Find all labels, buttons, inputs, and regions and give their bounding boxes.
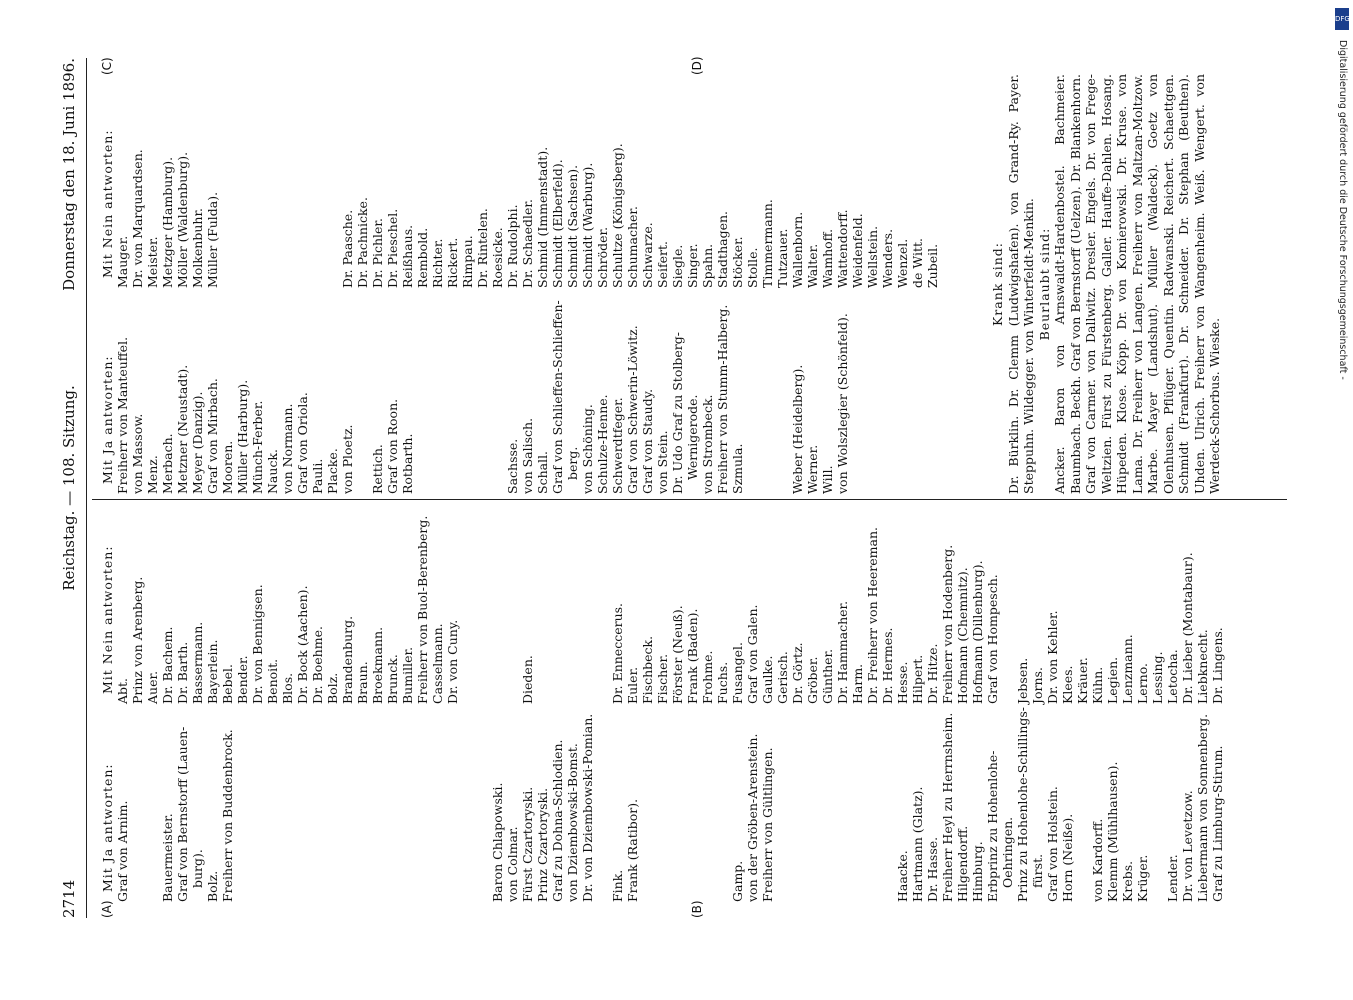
member-name: von der Gröben-Arenstein. <box>745 733 760 902</box>
member-name: Schröder. <box>595 226 610 288</box>
member-name: von Wolszlegier (Schönfeld). <box>835 313 850 494</box>
spacer <box>295 702 310 902</box>
member-name: Graf von Arnim. <box>115 800 130 902</box>
member-name: Zubeil. <box>925 243 940 288</box>
member-name: Gerisch. <box>775 651 790 704</box>
sick-heading: Krank sind: <box>990 241 1005 327</box>
member-name: Lender. <box>1165 854 1180 902</box>
member-name: von Strombeck. <box>700 394 715 494</box>
member-name: Dr. Hasse. <box>925 836 940 902</box>
member-name: Dr. von Dziembowski-Pomian. <box>580 713 595 902</box>
member-name: Günther. <box>820 648 835 704</box>
member-name: Graf von Schlieffen-Schlieffen- <box>550 300 565 494</box>
spacer <box>550 504 565 704</box>
spacer <box>595 504 610 704</box>
member-name: Horn (Neiße). <box>1060 813 1075 902</box>
spacer <box>790 702 805 902</box>
member-name: Dr. von Cuny. <box>445 619 460 704</box>
member-name: Haacke. <box>895 850 910 902</box>
member-name: Dr. Boehme. <box>310 626 325 704</box>
column-divider <box>92 499 1287 500</box>
member-name: Fusangel. <box>730 641 745 704</box>
member-name: Hilgendorff. <box>955 825 970 902</box>
member-name: Rettich. <box>370 444 385 494</box>
member-name: Rickert. <box>445 237 460 288</box>
member-name: Graf zu Limburg-Stirum. <box>1210 745 1225 902</box>
member-name: Müller (Fulda). <box>205 191 220 288</box>
member-name: Lerno. <box>1135 662 1150 704</box>
member-name: Sachsse. <box>505 438 520 494</box>
member-name: Abt. <box>115 677 130 704</box>
member-name: Jebsen. <box>1015 657 1030 704</box>
member-name: Schumacher. <box>625 206 640 288</box>
spacer <box>130 702 145 902</box>
spacer <box>265 76 280 288</box>
spacer <box>460 702 475 902</box>
member-name: von Salisch. <box>520 417 535 494</box>
member-name: Stolle. <box>745 247 760 288</box>
member-name: Frank (Ratibor). <box>625 798 640 902</box>
member-name: Schmid (Immenstadt). <box>535 146 550 288</box>
margin-marker-d: (D) <box>690 56 704 75</box>
member-name: Seifert. <box>655 241 670 288</box>
digitization-note-text: Digitalisierung gefördert durch die Deutsche Forschungsgemeinschaft - <box>1337 40 1348 380</box>
member-name: Meister. <box>145 236 160 288</box>
spacer <box>535 504 550 704</box>
member-name: Graf von Schwerin-Löwitz. <box>625 325 640 494</box>
member-name: Dr. Barth. <box>175 641 190 704</box>
spacer <box>460 294 475 494</box>
spacer <box>430 702 445 902</box>
member-name: Merbach. <box>160 433 175 494</box>
spacer <box>685 702 700 902</box>
spacer <box>775 294 790 494</box>
right-no-column <box>100 76 940 288</box>
spacer <box>700 702 715 902</box>
member-name: Graf von Bernstorff (Lauen- <box>175 726 190 902</box>
member-name: Jorns. <box>1030 667 1045 704</box>
spacer <box>250 76 265 288</box>
member-name: von Colmar. <box>505 826 520 902</box>
member-name: Bauermeister. <box>160 813 175 902</box>
member-name: Bebel. <box>220 664 235 704</box>
member-name: Klees. <box>1060 665 1075 704</box>
margin-marker-b: (B) <box>690 900 704 918</box>
member-name: Graf von Staudy. <box>640 388 655 494</box>
session-date: Donnerstag den 18. Juni 1896. <box>60 58 78 291</box>
member-name: Dr. von Levetzow. <box>1180 790 1195 902</box>
spacer <box>295 76 310 288</box>
spacer <box>415 294 430 494</box>
spacer <box>820 702 835 902</box>
member-name: Dr. Hermes. <box>880 627 895 704</box>
left-yes-column <box>100 702 1225 902</box>
member-name: Schwarze. <box>640 222 655 288</box>
member-name: Münch-Ferber. <box>250 400 265 494</box>
member-name: Baron Chlapowski. <box>490 782 505 902</box>
member-name: Richter. <box>430 238 445 288</box>
member-name: Bassermann. <box>190 621 205 704</box>
member-name: Dr. Görtz. <box>790 642 805 704</box>
member-name: Rotbarth. <box>400 433 415 494</box>
member-name: Singer. <box>685 243 700 288</box>
spacer <box>715 702 730 902</box>
member-name: Graf von Holstein. <box>1045 786 1060 902</box>
member-name: von Ploetz. <box>340 424 355 494</box>
member-name: Bumiller. <box>400 646 415 704</box>
member-name: Fürst Czartoryski. <box>520 786 535 902</box>
member-name: Meyer (Danzig). <box>190 391 205 494</box>
member-name: Schmidt (Warburg). <box>580 162 595 288</box>
spacer <box>445 294 460 494</box>
margin-marker-a: (A) <box>100 900 114 918</box>
spacer <box>745 294 760 494</box>
member-name: Bolz. <box>325 672 340 704</box>
member-name: Lessing. <box>1150 651 1165 704</box>
margin-marker-c: (C) <box>100 57 114 75</box>
spacer <box>445 702 460 902</box>
member-name-continued: Wernigerode. <box>685 394 700 480</box>
spacer <box>670 702 685 902</box>
spacer <box>1000 504 1015 704</box>
member-name: von Dziembowski-Bomst. <box>565 743 580 902</box>
member-name: Euler. <box>625 666 640 704</box>
member-name: Graf von Roon. <box>385 398 400 494</box>
spacer <box>640 702 655 902</box>
member-name: Gamp. <box>730 860 745 902</box>
member-name: Bender. <box>235 655 250 704</box>
dfg-logo <box>1335 8 1349 30</box>
member-name: Graf von Hompesch. <box>985 574 1000 704</box>
member-name: Dr. Pachnicke. <box>355 197 370 288</box>
member-name: Wamhoff. <box>820 228 835 288</box>
member-name: Lenzmann. <box>1120 634 1135 704</box>
member-name: Wellstein. <box>865 225 880 288</box>
member-name: Brandenburg. <box>340 615 355 704</box>
member-name: Metzger (Hamburg). <box>160 156 175 288</box>
member-name: von Stein. <box>655 430 670 494</box>
member-name: Graf von Galen. <box>745 604 760 704</box>
member-name: Dr. von Bennigsen. <box>250 584 265 704</box>
spacer <box>280 702 295 902</box>
spacer <box>475 504 490 704</box>
member-name: Stadthagen. <box>715 211 730 288</box>
spacer <box>1075 702 1090 902</box>
member-name: Förster (Neuß). <box>670 605 685 704</box>
member-name: Schmidt (Elberfeld). <box>550 159 565 288</box>
member-name: Hesse. <box>895 661 910 704</box>
member-name: Graf von Mirbach. <box>205 378 220 494</box>
spacer <box>850 702 865 902</box>
member-name: Graf zu Dohna-Schlodien. <box>550 739 565 902</box>
sick-list: Dr. Bürklin. Dr. Clemm (Ludwigshafen). von Grand-Ry. Payer. Steppuhn. Wildegger. von Winterfeldt-Menkin. <box>1005 74 1036 494</box>
spacer <box>430 294 445 494</box>
spacer <box>835 702 850 902</box>
member-name: Prinz von Arenberg. <box>130 576 145 704</box>
member-name: Will. <box>820 465 835 494</box>
spacer <box>355 702 370 902</box>
member-name: Müller (Harburg). <box>235 379 250 494</box>
spacer <box>370 702 385 902</box>
member-name: Krebs. <box>1120 860 1135 902</box>
member-name: Dr. Hitze. <box>925 643 940 704</box>
member-name: Dr. Schaedler. <box>520 198 535 288</box>
member-name: Dieden. <box>520 655 535 704</box>
member-name: Hilpert. <box>910 654 925 704</box>
member-name: Casselmann. <box>430 623 445 704</box>
vote-heading: Mit Ja antworten: <box>100 763 115 892</box>
digitization-note <box>1336 40 1348 960</box>
member-name: Dr. von Kehler. <box>1045 610 1060 704</box>
member-name: Schultze (Königsberg). <box>610 143 625 288</box>
dfg-logo-text: DFG <box>1335 15 1350 23</box>
spacer <box>415 702 430 902</box>
member-name: Schwerdtfeger. <box>610 397 625 494</box>
member-name: Weidenfeld. <box>850 213 865 288</box>
member-name: Kräuer. <box>1075 657 1090 704</box>
member-name: Walter. <box>805 243 820 288</box>
member-name: Broekmann. <box>370 626 385 704</box>
spacer <box>880 702 895 902</box>
member-name: Freiherr von Manteuffel. <box>115 336 130 494</box>
member-name: Wenzel. <box>895 238 910 288</box>
member-name: Dr. von Marquardsen. <box>130 149 145 288</box>
member-name: Blos. <box>280 672 295 704</box>
member-name: Mooren. <box>220 440 235 494</box>
member-name: Frank (Baden). <box>685 608 700 704</box>
member-name: Dr. Freiherr von Heereman. <box>865 527 880 704</box>
member-name: von Normann. <box>280 403 295 494</box>
spacer <box>805 702 820 902</box>
member-name: Dr. Hammacher. <box>835 600 850 704</box>
member-name: Dr. Enneccerus. <box>610 602 625 704</box>
member-name: Fischer. <box>655 653 670 704</box>
spacer <box>250 702 265 902</box>
spacer <box>1150 702 1165 902</box>
spacer <box>760 294 775 494</box>
page-header <box>60 58 84 918</box>
member-name: Tutzauer. <box>775 228 790 288</box>
member-name: Hartmann (Glatz). <box>910 786 925 902</box>
vote-heading: Mit Nein antworten: <box>100 545 115 694</box>
member-name: Bayerlein. <box>205 639 220 704</box>
spacer <box>310 702 325 902</box>
member-name: Prinz Czartoryski. <box>535 787 550 902</box>
member-name: Prinz zu Hohenlohe-Schillings- <box>1015 706 1030 902</box>
member-name: Möller (Waldenburg). <box>175 151 190 288</box>
spacer <box>655 702 670 902</box>
member-name: Freiherr von Gültlingen. <box>760 747 775 902</box>
member-name: Benoit. <box>265 658 280 704</box>
member-name: Rimpau. <box>460 235 475 288</box>
member-name: Schall. <box>535 450 550 494</box>
member-name: Fink. <box>610 869 625 902</box>
absent-section <box>990 74 1223 494</box>
member-name: Dr. Udo Graf zu Stolberg- <box>670 332 685 494</box>
spacer <box>775 702 790 902</box>
member-name: Klemm (Mühlhausen). <box>1105 761 1120 902</box>
spacer <box>340 702 355 902</box>
member-name: Weber (Heidelberg). <box>790 364 805 494</box>
spacer <box>325 702 340 902</box>
member-name: Dr. Pichler. <box>370 217 385 288</box>
member-name: Dr. Paasche. <box>340 209 355 288</box>
member-name: de Witt. <box>910 237 925 288</box>
member-name: Harm. <box>850 663 865 704</box>
member-name: Bolz. <box>205 870 220 902</box>
spacer <box>565 504 580 704</box>
right-yes-column <box>100 294 850 494</box>
spacer <box>220 76 235 288</box>
member-name: Brunck. <box>385 654 400 704</box>
member-name: Schmidt (Sachsen). <box>565 164 580 288</box>
spacer <box>145 702 160 902</box>
member-name: Menz. <box>145 455 160 494</box>
member-name: von Kardorff. <box>1090 818 1105 902</box>
member-name: Freiherr von Stumm-Halberg. <box>715 304 730 494</box>
member-name: Placke. <box>325 448 340 494</box>
spacer <box>355 294 370 494</box>
spacer <box>280 76 295 288</box>
spacer <box>595 702 610 902</box>
member-name: Dr. Pieschel. <box>385 208 400 288</box>
member-name: Freiherr Heyl zu Herrnsheim. <box>940 712 955 902</box>
member-name: Letocha. <box>1165 649 1180 704</box>
member-name: Roesicke. <box>490 227 505 288</box>
member-name: Dr. Rintelen. <box>475 208 490 288</box>
spacer <box>580 504 595 704</box>
member-name: Siegle. <box>670 244 685 288</box>
vote-heading: Mit Ja antworten: <box>100 355 115 484</box>
spacer <box>490 294 505 494</box>
member-name: Wattendorff. <box>835 209 850 288</box>
member-name: Fuchs. <box>715 661 730 704</box>
spacer <box>475 294 490 494</box>
member-name-continued: fürst. <box>1030 853 1045 888</box>
member-name: Wallenborn. <box>790 211 805 288</box>
member-name: Reißhaus. <box>400 224 415 288</box>
member-name: Rembold. <box>415 227 430 288</box>
spacer <box>490 504 505 704</box>
spacer <box>325 76 340 288</box>
member-name: Werner. <box>805 444 820 494</box>
member-name: Dr. Rudolphi. <box>505 204 520 288</box>
header-rule <box>86 58 87 918</box>
spacer <box>235 702 250 902</box>
leave-list: Ancker. Baron von Arnswaldt-Hardenbostel. Bachmeier. Baumbach. Beckh. Graf von Bernstorff (Uelzen). Dr. Blankenhorn. Graf von Carmer. von Dallwitz. Dresler. Engels. Dr. von Frege-Weltzien. Fürst zu Fürstenberg. Galler. Hauffe-Dahlen. Hosang. Hüpeden. Klose. Köpp. Dr. von Komierowski. Dr. Kruse. von Lama. Dr. Freiherr von Langen. Freiherr von Maltzan-Moltzow. Marbe. Mayer (Landshut). Müller (Waldeck). Goetz von Olenhusen. Pflüger. Quentin. Radwanski. Reichert. Schaettgen. Schmidt (Frankfurt). Dr. Schneider. Dr. Stephan (Beuthen). Uhden. Ulrich. Freiherr von Wangenheim. Weiß. Wengert. von Werdeck-Schorbus. Wieske. <box>1052 74 1222 494</box>
spacer <box>400 702 415 902</box>
member-name: Frohme. <box>700 650 715 704</box>
spacer <box>460 504 475 704</box>
member-name: Dr. Bock (Aachen). <box>295 585 310 704</box>
member-name: Nauck. <box>265 449 280 494</box>
spacer <box>385 702 400 902</box>
member-name-continued: Oehringen. <box>1000 816 1015 888</box>
member-name: von Schöning. <box>580 404 595 494</box>
member-name: Liebknecht. <box>1195 629 1210 704</box>
member-name: Auer. <box>145 670 160 704</box>
member-name: Metzner (Neustadt). <box>175 364 190 494</box>
left-no-column <box>100 504 1225 704</box>
spacer <box>475 702 490 902</box>
member-name: Fischbeck. <box>640 635 655 704</box>
member-name: Graf von Oriola. <box>295 392 310 494</box>
member-name: Liebermann von Sonnenberg. <box>1195 713 1210 902</box>
member-name: Legien. <box>1105 656 1120 704</box>
member-name: Mauger. <box>115 235 130 288</box>
spacer <box>265 702 280 902</box>
member-name: Timmermann. <box>760 199 775 288</box>
member-name: Braun. <box>355 661 370 704</box>
member-name: Schulze-Henne. <box>595 394 610 494</box>
member-name: Himburg. <box>970 841 985 902</box>
member-name: Erbprinz zu Hohenlohe- <box>985 750 1000 902</box>
page-number: 2714 <box>60 879 78 918</box>
member-name: Stöcker. <box>730 236 745 288</box>
member-name: Hofmann (Dillenburg). <box>970 560 985 704</box>
spacer <box>865 702 880 902</box>
leave-heading: Beurlaubt sind: <box>1036 227 1052 341</box>
member-name-continued: berg. <box>565 446 580 480</box>
member-name: Kühn. <box>1090 666 1105 704</box>
member-name: Pauli. <box>310 458 325 494</box>
member-name: Molkenbuhr. <box>190 207 205 288</box>
member-name: Szmula. <box>730 443 745 494</box>
member-name: Gröber. <box>805 656 820 704</box>
spacer <box>505 504 520 704</box>
member-name: Dr. Lieber (Montabaur). <box>1180 552 1195 704</box>
vote-heading: Mit Nein antworten: <box>100 129 115 278</box>
member-name: Dr. Bachem. <box>160 626 175 704</box>
session-title: Reichstag. — 108. Sitzung. <box>60 385 78 591</box>
member-name: Hofmann (Chemnitz). <box>955 567 970 704</box>
member-name: Freiherr von Hodenberg. <box>940 544 955 704</box>
member-name: von Massow. <box>130 413 145 494</box>
member-name: Dr. Lingens. <box>1210 627 1225 704</box>
spacer <box>235 76 250 288</box>
spacer <box>310 76 325 288</box>
member-name: Gaulke. <box>760 655 775 704</box>
member-name: Freiherr von Buol-Berenberg. <box>415 515 430 704</box>
member-name: Krüger. <box>1135 854 1150 902</box>
member-name: Spahn. <box>700 243 715 288</box>
member-name-continued: burg). <box>190 849 205 888</box>
member-name: Freiherr von Buddenbrock. <box>220 729 235 902</box>
member-name: Wenders. <box>880 228 895 288</box>
